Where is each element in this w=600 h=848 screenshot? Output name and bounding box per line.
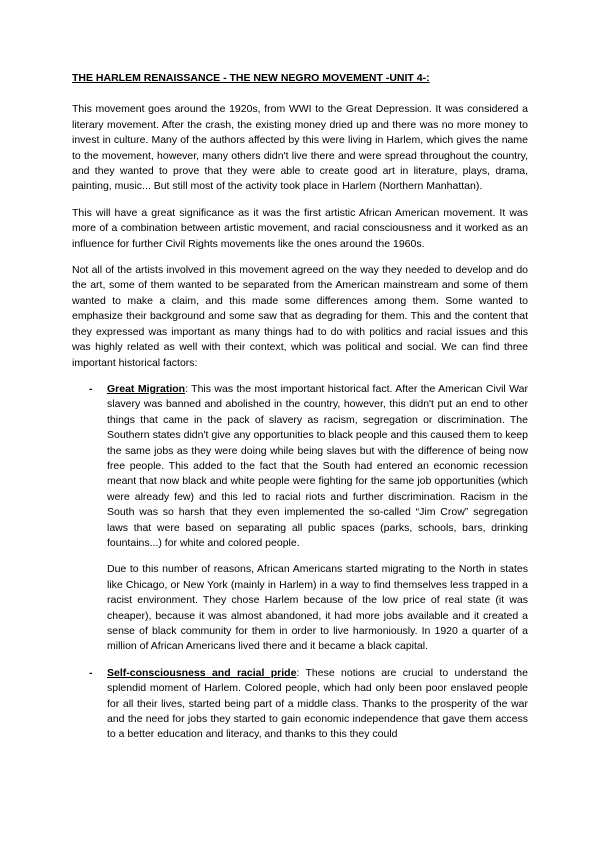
factor-great-migration-text: : This was the most important historical fact. After the American Civil War slavery was banned and abolished in the country, however, this didn't put an end to other things that came in the pack of slavery as racism, segregation or discrimination. The Southern states didn't give any opportunities to black people and this caused them to keep the same jobs as they were doing while being slaves but with the difference of being now free people. This added to the fact that the South had entered an economic recession meant that now black and white people were fighting for the same job opportunities (which were already few) and this led to racial riots and further discrimination. Racism in the South was so harsh that they even implemented the so-called “Jim Crow” segregation laws that were based on separating all public spaces (parks, schools, bars, drinking fountains...) for white and colored people.	[107, 382, 528, 549]
factor-self-consciousness-text: : These notions are crucial to understand the splendid moment of Harlem. Colored people, which had only been poor enslaved people for all their lives, started being part of a middle class. Thanks to the prosperity of the war and the need for jobs they started to gain economic independence that gave them access to a better education and literacy, and thanks to this they could	[107, 666, 528, 741]
body-paragraph-1: This movement goes around the 1920s, from WWI to the Great Depression. It was considered a literary movement. After the crash, the existing money dried up and there was no more money to invest in culture. Many of the authors affected by this were living in Harlem, which gives the name to the movement, however, many others didn't live there and were spread throughout the country, and they wanted to prove that they were able to create good art in literature, plays, drama, painting, music... But still most of the activity took place in Harlem (Northern Manhattan).	[72, 103, 528, 193]
factor-great-migration-paragraph-2: Due to this number of reasons, African Americans started migrating to the North in states like Chicago, or New York (mainly in Harlem) in a way to find themselves less trapped in a racist environment. They chose Harlem because of the low price of real state (it was cheaper), because it was almost abandoned, it had more jobs available and it created a sense of black community for them in order to live harmoniously. In 1920 a quarter of a million of African Americans lived there and it became a black capital.	[107, 563, 528, 653]
factor-great-migration-name: Great Migration	[107, 382, 186, 395]
body-paragraph-3: Not all of the artists involved in this movement agreed on the way they needed to develop and do the art, some of them wanted to be separated from the American mainstream and some of them wanted to make a claim, and this made some differences among them. Some wanted to emphasize their background and some saw that as degrading for them. This and the content that they expressed was important as many things had to do with politics and racial issues and this was highly related as well with their context, which was political and social. We can find three important historical factors:	[72, 264, 528, 369]
body-paragraph-2: This will have a great significance as it was the first artistic African American movement. It was more of a combination between artistic movement, and racial consciousness and it worked as an influence for further Civil Rights movements like the ones around the 1960s.	[72, 206, 528, 250]
factor-self-consciousness	[72, 666, 528, 743]
list-bullet: -	[89, 382, 93, 395]
factor-great-migration	[72, 382, 528, 655]
factor-great-migration-paragraph-1	[107, 382, 528, 551]
factor-self-consciousness-paragraph-1	[107, 666, 528, 743]
document-title: THE HARLEM RENAISSANCE - THE NEW NEGRO MOVEMENT -UNIT 4-:	[72, 72, 430, 84]
list-bullet: -	[89, 666, 93, 679]
document-body	[72, 71, 528, 754]
historical-factors-list	[72, 382, 528, 743]
factor-self-consciousness-name: Self-consciousness and racial pride	[107, 666, 297, 679]
